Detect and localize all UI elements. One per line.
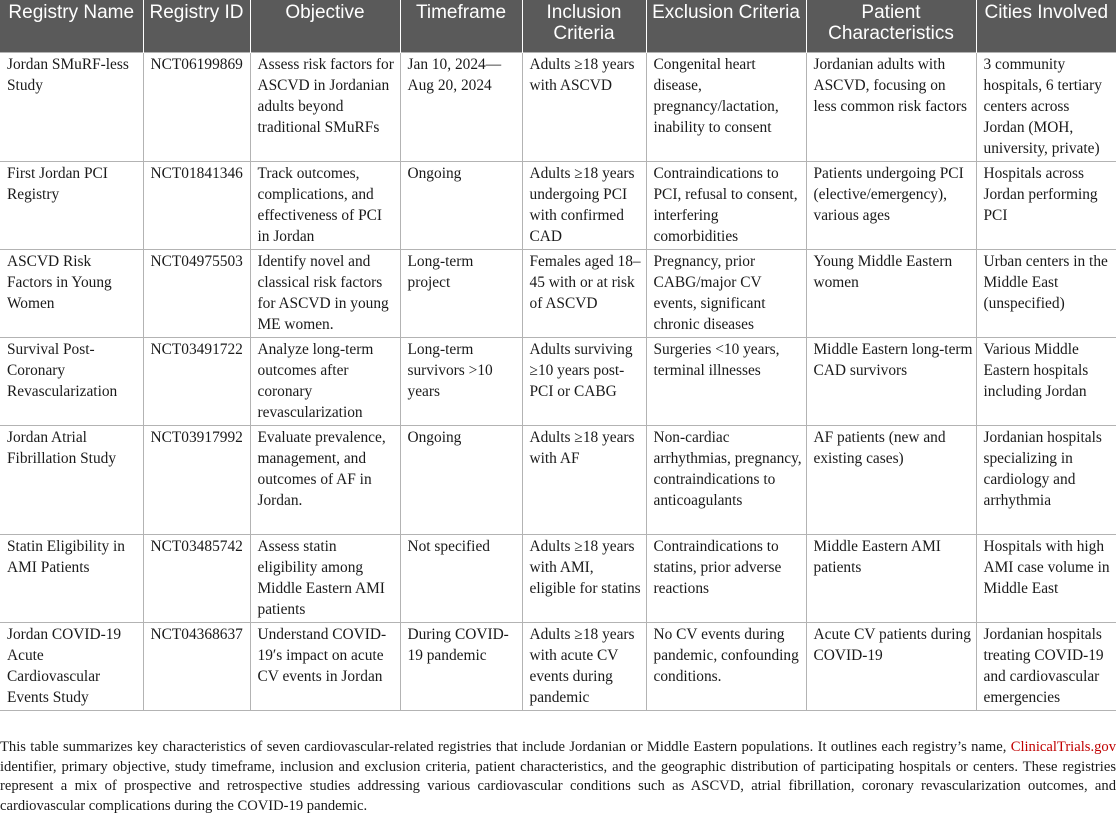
cell-objective: Assess risk factors for ASCVD in Jordanian adults beyond traditional SMuRFs: [250, 52, 400, 161]
table-header-row: [0, 0, 1116, 52]
table-row: [0, 249, 1116, 337]
cell-cities: Jordanian hospitals specializing in cardiology and arrhythmia: [976, 425, 1116, 534]
cell-registry-id: NCT03485742: [143, 534, 250, 622]
cell-inclusion: Adults ≥18 years undergoing PCI with confirmed CAD: [522, 161, 646, 249]
cell-objective: Understand COVID-19′s impact on acute CV events in Jordan: [250, 622, 400, 710]
cell-exclusion: Pregnancy, prior CABG/major CV events, significant chronic diseases: [646, 249, 806, 337]
header-inclusion-criteria: Inclusion Criteria: [522, 0, 646, 52]
clinicaltrials-link[interactable]: ClinicalTrials.gov: [1010, 739, 1116, 755]
cell-cities: Various Middle Eastern hospitals including Jordan: [976, 337, 1116, 425]
cell-cities: 3 community hospitals, 6 tertiary centers across Jordan (MOH, university, private): [976, 52, 1116, 161]
cell-patients: Middle Eastern AMI patients: [806, 534, 976, 622]
cell-registry-id: NCT06199869: [143, 52, 250, 161]
cell-objective: Evaluate prevalence, management, and outcomes of AF in Jordan.: [250, 425, 400, 534]
cell-cities: Hospitals with high AMI case volume in Middle East: [976, 534, 1116, 622]
cell-objective: Track outcomes, complications, and effectiveness of PCI in Jordan: [250, 161, 400, 249]
cell-inclusion: Adults ≥18 years with ASCVD: [522, 52, 646, 161]
cell-inclusion: Adults ≥18 years with AF: [522, 425, 646, 534]
cell-inclusion: Females aged 18–45 with or at risk of ASCVD: [522, 249, 646, 337]
cell-registry-id: NCT03917992: [143, 425, 250, 534]
header-timeframe: Timeframe: [400, 0, 522, 52]
cell-exclusion: Contraindications to statins, prior adverse reactions: [646, 534, 806, 622]
cell-registry-name: Survival Post-Coronary Revascularization: [0, 337, 143, 425]
cell-registry-name: ASCVD Risk Factors in Young Women: [0, 249, 143, 337]
cell-timeframe: Ongoing: [400, 425, 522, 534]
cell-registry-name: Jordan Atrial Fibrillation Study: [0, 425, 143, 534]
cell-timeframe: Ongoing: [400, 161, 522, 249]
cell-patients: Young Middle Eastern women: [806, 249, 976, 337]
cell-cities: Urban centers in the Middle East (unspecified): [976, 249, 1116, 337]
cell-registry-name: Jordan COVID-19 Acute Cardiovascular Events Study: [0, 622, 143, 710]
table-caption: [0, 738, 1116, 816]
cell-objective: Assess statin eligibility among Middle Eastern AMI patients: [250, 534, 400, 622]
cell-timeframe: Jan 10, 2024—Aug 20, 2024: [400, 52, 522, 161]
cell-objective: Analyze long-term outcomes after coronary revascularization: [250, 337, 400, 425]
cell-cities: Jordanian hospitals treating COVID-19 and cardiovascular emergencies: [976, 622, 1116, 710]
cell-registry-name: Statin Eligibility in AMI Patients: [0, 534, 143, 622]
cell-patients: Acute CV patients during COVID-19: [806, 622, 976, 710]
cell-exclusion: Congenital heart disease, pregnancy/lactation, inability to consent: [646, 52, 806, 161]
table-row: [0, 52, 1116, 161]
cell-registry-name: First Jordan PCI Registry: [0, 161, 143, 249]
cell-patients: Patients undergoing PCI (elective/emergency), various ages: [806, 161, 976, 249]
caption-text-start: This table summarizes key characteristics of seven cardiovascular-related registries that include Jordanian or Middle Eastern populations. It outlines each registry’s name,: [0, 739, 1011, 755]
table-row: [0, 622, 1116, 710]
cell-registry-id: NCT04368637: [143, 622, 250, 710]
cell-inclusion: Adults ≥18 years with AMI, eligible for statins: [522, 534, 646, 622]
cell-patients: Middle Eastern long-term CAD survivors: [806, 337, 976, 425]
cell-timeframe: Long-term project: [400, 249, 522, 337]
table-row: [0, 161, 1116, 249]
cell-timeframe: During COVID-19 pandemic: [400, 622, 522, 710]
cell-exclusion: Contraindications to PCI, refusal to consent, interfering comorbidities: [646, 161, 806, 249]
cell-patients: Jordanian adults with ASCVD, focusing on less common risk factors: [806, 52, 976, 161]
header-cities-involved: Cities Involved: [976, 0, 1116, 52]
header-registry-id: Registry ID: [143, 0, 250, 52]
cell-registry-id: NCT03491722: [143, 337, 250, 425]
table-row: [0, 534, 1116, 622]
cell-inclusion: Adults surviving ≥10 years post-PCI or CABG: [522, 337, 646, 425]
cell-registry-name: Jordan SMuRF-less Study: [0, 52, 143, 161]
table-row: [0, 425, 1116, 534]
cell-patients: AF patients (new and existing cases): [806, 425, 976, 534]
cell-cities: Hospitals across Jordan performing PCI: [976, 161, 1116, 249]
table-row: [0, 337, 1116, 425]
cell-objective: Identify novel and classical risk factors for ASCVD in young ME women.: [250, 249, 400, 337]
header-exclusion-criteria: Exclusion Criteria: [646, 0, 806, 52]
cell-registry-id: NCT01841346: [143, 161, 250, 249]
cell-exclusion: Surgeries <10 years, terminal illnesses: [646, 337, 806, 425]
header-objective: Objective: [250, 0, 400, 52]
caption-text-end: identifier, primary objective, study timeframe, inclusion and exclusion criteria, patient characteristics, and the geographic distribution of participating hospitals or centers. These registries represent a mix of prospective and retrospective studies addressing various cardiovascular conditions such as ASCVD, atrial fibrillation, coronary revascularization outcomes, and cardiovascular complications during the COVID-19 pandemic.: [0, 758, 1116, 814]
cell-timeframe: Not specified: [400, 534, 522, 622]
header-patient-characteristics: Patient Characteristics: [806, 0, 976, 52]
cell-exclusion: No CV events during pandemic, confounding conditions.: [646, 622, 806, 710]
cell-exclusion: Non-cardiac arrhythmias, pregnancy, contraindications to anticoagulants: [646, 425, 806, 534]
cell-registry-id: NCT04975503: [143, 249, 250, 337]
cell-inclusion: Adults ≥18 years with acute CV events during pandemic: [522, 622, 646, 710]
cell-timeframe: Long-term survivors >10 years: [400, 337, 522, 425]
header-registry-name: Registry Name: [0, 0, 143, 52]
